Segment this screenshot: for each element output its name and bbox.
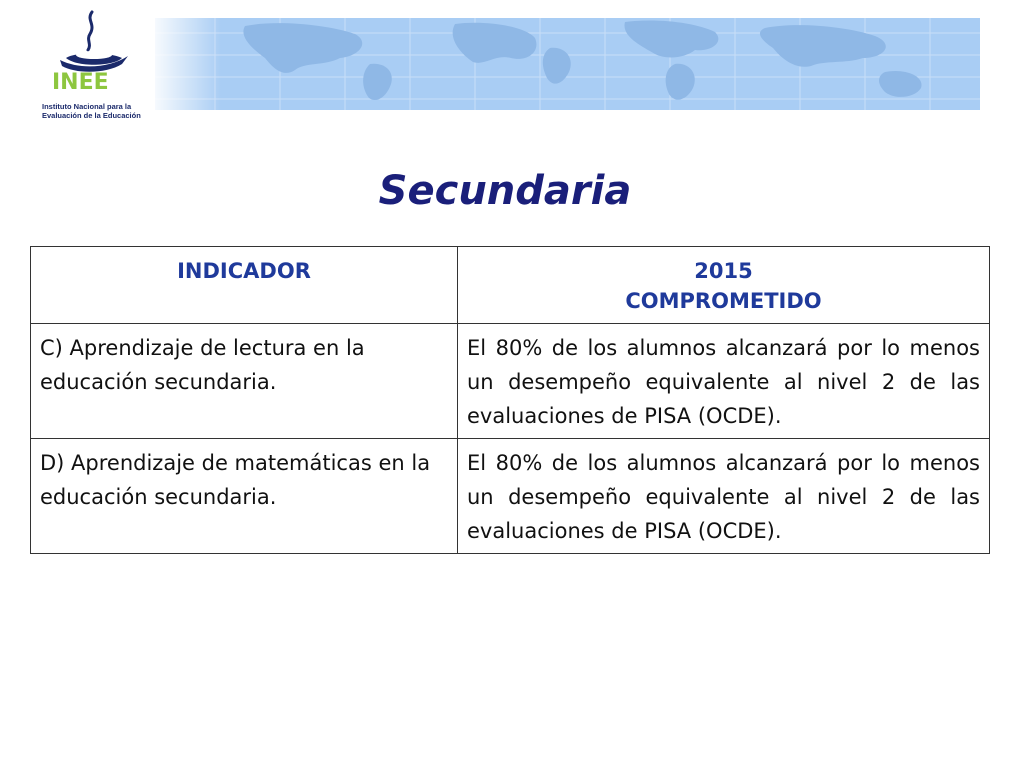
world-map-banner	[155, 18, 980, 110]
table-row	[31, 324, 990, 439]
header-year: 2015	[694, 259, 753, 283]
indicator-cell: D) Aprendizaje de matemáticas en la educación secundaria.	[31, 439, 458, 554]
table-row	[31, 439, 990, 554]
lamp-icon	[30, 8, 158, 116]
indicator-cell: C) Aprendizaje de lectura en la educación secundaria.	[31, 324, 458, 439]
logo-abbreviation: INEE	[52, 70, 109, 95]
commitment-cell: El 80% de los alumnos alcanzará por lo menos un desempeño equivalente al nivel 2 de las evaluaciones de PISA (OCDE).	[458, 324, 990, 439]
commitment-cell: El 80% de los alumnos alcanzará por lo menos un desempeño equivalente al nivel 2 de las evaluaciones de PISA (OCDE).	[458, 439, 990, 554]
logo-name-line-1: Instituto Nacional para la	[42, 102, 132, 111]
world-map-graphic	[155, 18, 980, 110]
logo-name-line-2: Evaluación de la Educación	[42, 111, 141, 120]
table-header-row	[31, 247, 990, 324]
page-title: Secundaria	[378, 168, 632, 214]
indicators-table	[30, 246, 990, 554]
header-committed-2015	[458, 247, 990, 324]
header-committed: COMPROMETIDO	[625, 289, 822, 313]
inee-logo	[30, 8, 158, 120]
header-indicator: INDICADOR	[31, 247, 458, 324]
